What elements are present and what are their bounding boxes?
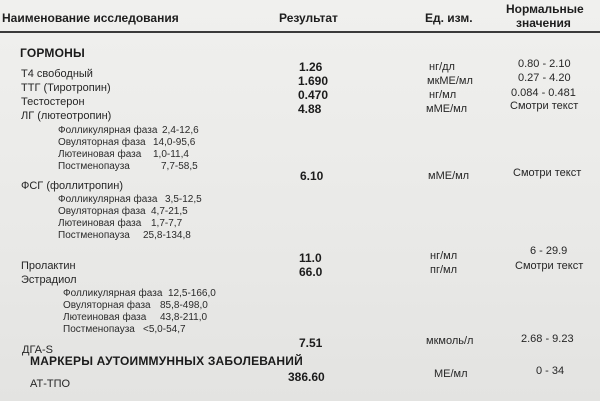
test-result-estradiol: 66.0 [299, 265, 323, 279]
test-unit-lh: мМЕ/мл [426, 103, 468, 115]
test-normal-prolactin: 6 - 29.9 [530, 245, 568, 257]
estradiol-ref-range-postmenopause: <5,0-54,7 [143, 324, 186, 335]
test-normal-fsh: Смотри текст [513, 167, 582, 179]
column-header-normal-line1: Нормальные [506, 2, 584, 16]
lh-ref-range-postmenopause: 7,7-58,5 [161, 161, 198, 172]
test-name-testosterone: Тестостерон [21, 96, 85, 108]
column-header-name: Наименование исследования [2, 11, 179, 25]
test-result-t4-free: 1.26 [299, 60, 323, 74]
test-normal-t4-free: 0.80 - 2.10 [518, 58, 571, 70]
test-result-dhea-s: 7.51 [299, 336, 323, 350]
fsh-ref-phase-luteal: Лютеиновая фаза [58, 218, 142, 229]
test-unit-tsh: мкМЕ/мл [427, 75, 473, 87]
lh-ref-phase-postmenopause: Постменопауза [58, 161, 130, 172]
lh-ref-range-ovulatory: 14,0-95,6 [153, 137, 196, 148]
section-title-autoimmune-markers: МАРКЕРЫ АУТОИММУННЫХ ЗАБОЛЕВАНИЙ [30, 354, 303, 368]
test-result-prolactin: 11.0 [299, 251, 322, 265]
estradiol-ref-range-follicular: 12,5-166,0 [168, 288, 216, 299]
lh-ref-phase-follicular: Фолликулярная фаза [58, 125, 158, 136]
test-name-estradiol: Эстрадиол [21, 274, 77, 286]
test-unit-estradiol: пг/мл [430, 264, 458, 276]
fsh-ref-phase-ovulatory: Овуляторная фаза [58, 206, 146, 217]
column-header-result: Результат [279, 11, 338, 25]
test-name-tsh: ТТГ (Тиротропин) [21, 82, 111, 94]
section-title-hormones: ГОРМОНЫ [20, 46, 85, 60]
test-result-fsh: 6.10 [300, 169, 324, 183]
test-name-prolactin: Пролактин [21, 260, 76, 272]
column-header-unit: Ед. изм. [425, 11, 473, 25]
test-normal-estradiol: Смотри текст [515, 260, 584, 272]
test-name-t4-free: Т4 свободный [21, 68, 93, 80]
estradiol-ref-phase-follicular: Фолликулярная фаза [63, 288, 163, 299]
test-normal-dhea-s: 2.68 - 9.23 [521, 333, 574, 345]
estradiol-ref-range-luteal: 43,8-211,0 [160, 312, 208, 323]
fsh-ref-range-postmenopause: 25,8-134,8 [143, 230, 191, 241]
test-name-lh: ЛГ (лютеотропин) [21, 110, 112, 122]
test-name-fsh: ФСГ (фоллитропин) [21, 180, 124, 192]
fsh-ref-phase-follicular: Фолликулярная фаза [58, 194, 158, 205]
test-normal-tsh: 0.27 - 4.20 [518, 72, 571, 84]
header-divider [0, 31, 600, 33]
estradiol-ref-phase-luteal: Лютеиновая фаза [63, 312, 147, 323]
test-unit-testosterone: нг/мл [429, 89, 457, 101]
test-result-tsh: 1.690 [298, 74, 329, 88]
test-unit-dhea-s: мкмоль/л [426, 335, 474, 347]
test-unit-anti-tpo: МЕ/мл [434, 368, 468, 380]
lh-ref-range-follicular: 2,4-12,6 [162, 125, 199, 136]
fsh-ref-range-ovulatory: 4,7-21,5 [151, 206, 188, 217]
test-unit-prolactin: нг/мл [430, 250, 458, 262]
test-name-anti-tpo: АТ-ТПО [30, 378, 71, 390]
lh-ref-range-luteal: 1,0-11,4 [153, 149, 189, 160]
fsh-ref-phase-postmenopause: Постменопауза [58, 230, 130, 241]
fsh-ref-range-follicular: 3,5-12,5 [165, 194, 202, 205]
test-normal-anti-tpo: 0 - 34 [536, 365, 565, 377]
lh-ref-phase-luteal: Лютеиновая фаза [58, 149, 142, 160]
test-result-testosterone: 0.470 [298, 88, 329, 102]
estradiol-ref-range-ovulatory: 85,8-498,0 [160, 300, 208, 311]
estradiol-ref-phase-postmenopause: Постменопауза [63, 324, 135, 335]
test-normal-lh: Смотри текст [510, 100, 579, 112]
test-unit-fsh: мМЕ/мл [428, 170, 470, 182]
fsh-ref-range-luteal: 1,7-7,7 [151, 218, 183, 229]
test-unit-t4-free: нг/дл [429, 61, 455, 73]
test-normal-testosterone: 0.084 - 0.481 [511, 87, 576, 99]
test-result-anti-tpo: 386.60 [288, 370, 325, 384]
lh-ref-phase-ovulatory: Овуляторная фаза [58, 137, 146, 148]
estradiol-ref-phase-ovulatory: Овуляторная фаза [63, 300, 151, 311]
test-name-dhea-s: ДГА-S [22, 344, 54, 356]
column-header-normal-line2: значения [516, 16, 571, 30]
test-result-lh: 4.88 [298, 102, 322, 116]
